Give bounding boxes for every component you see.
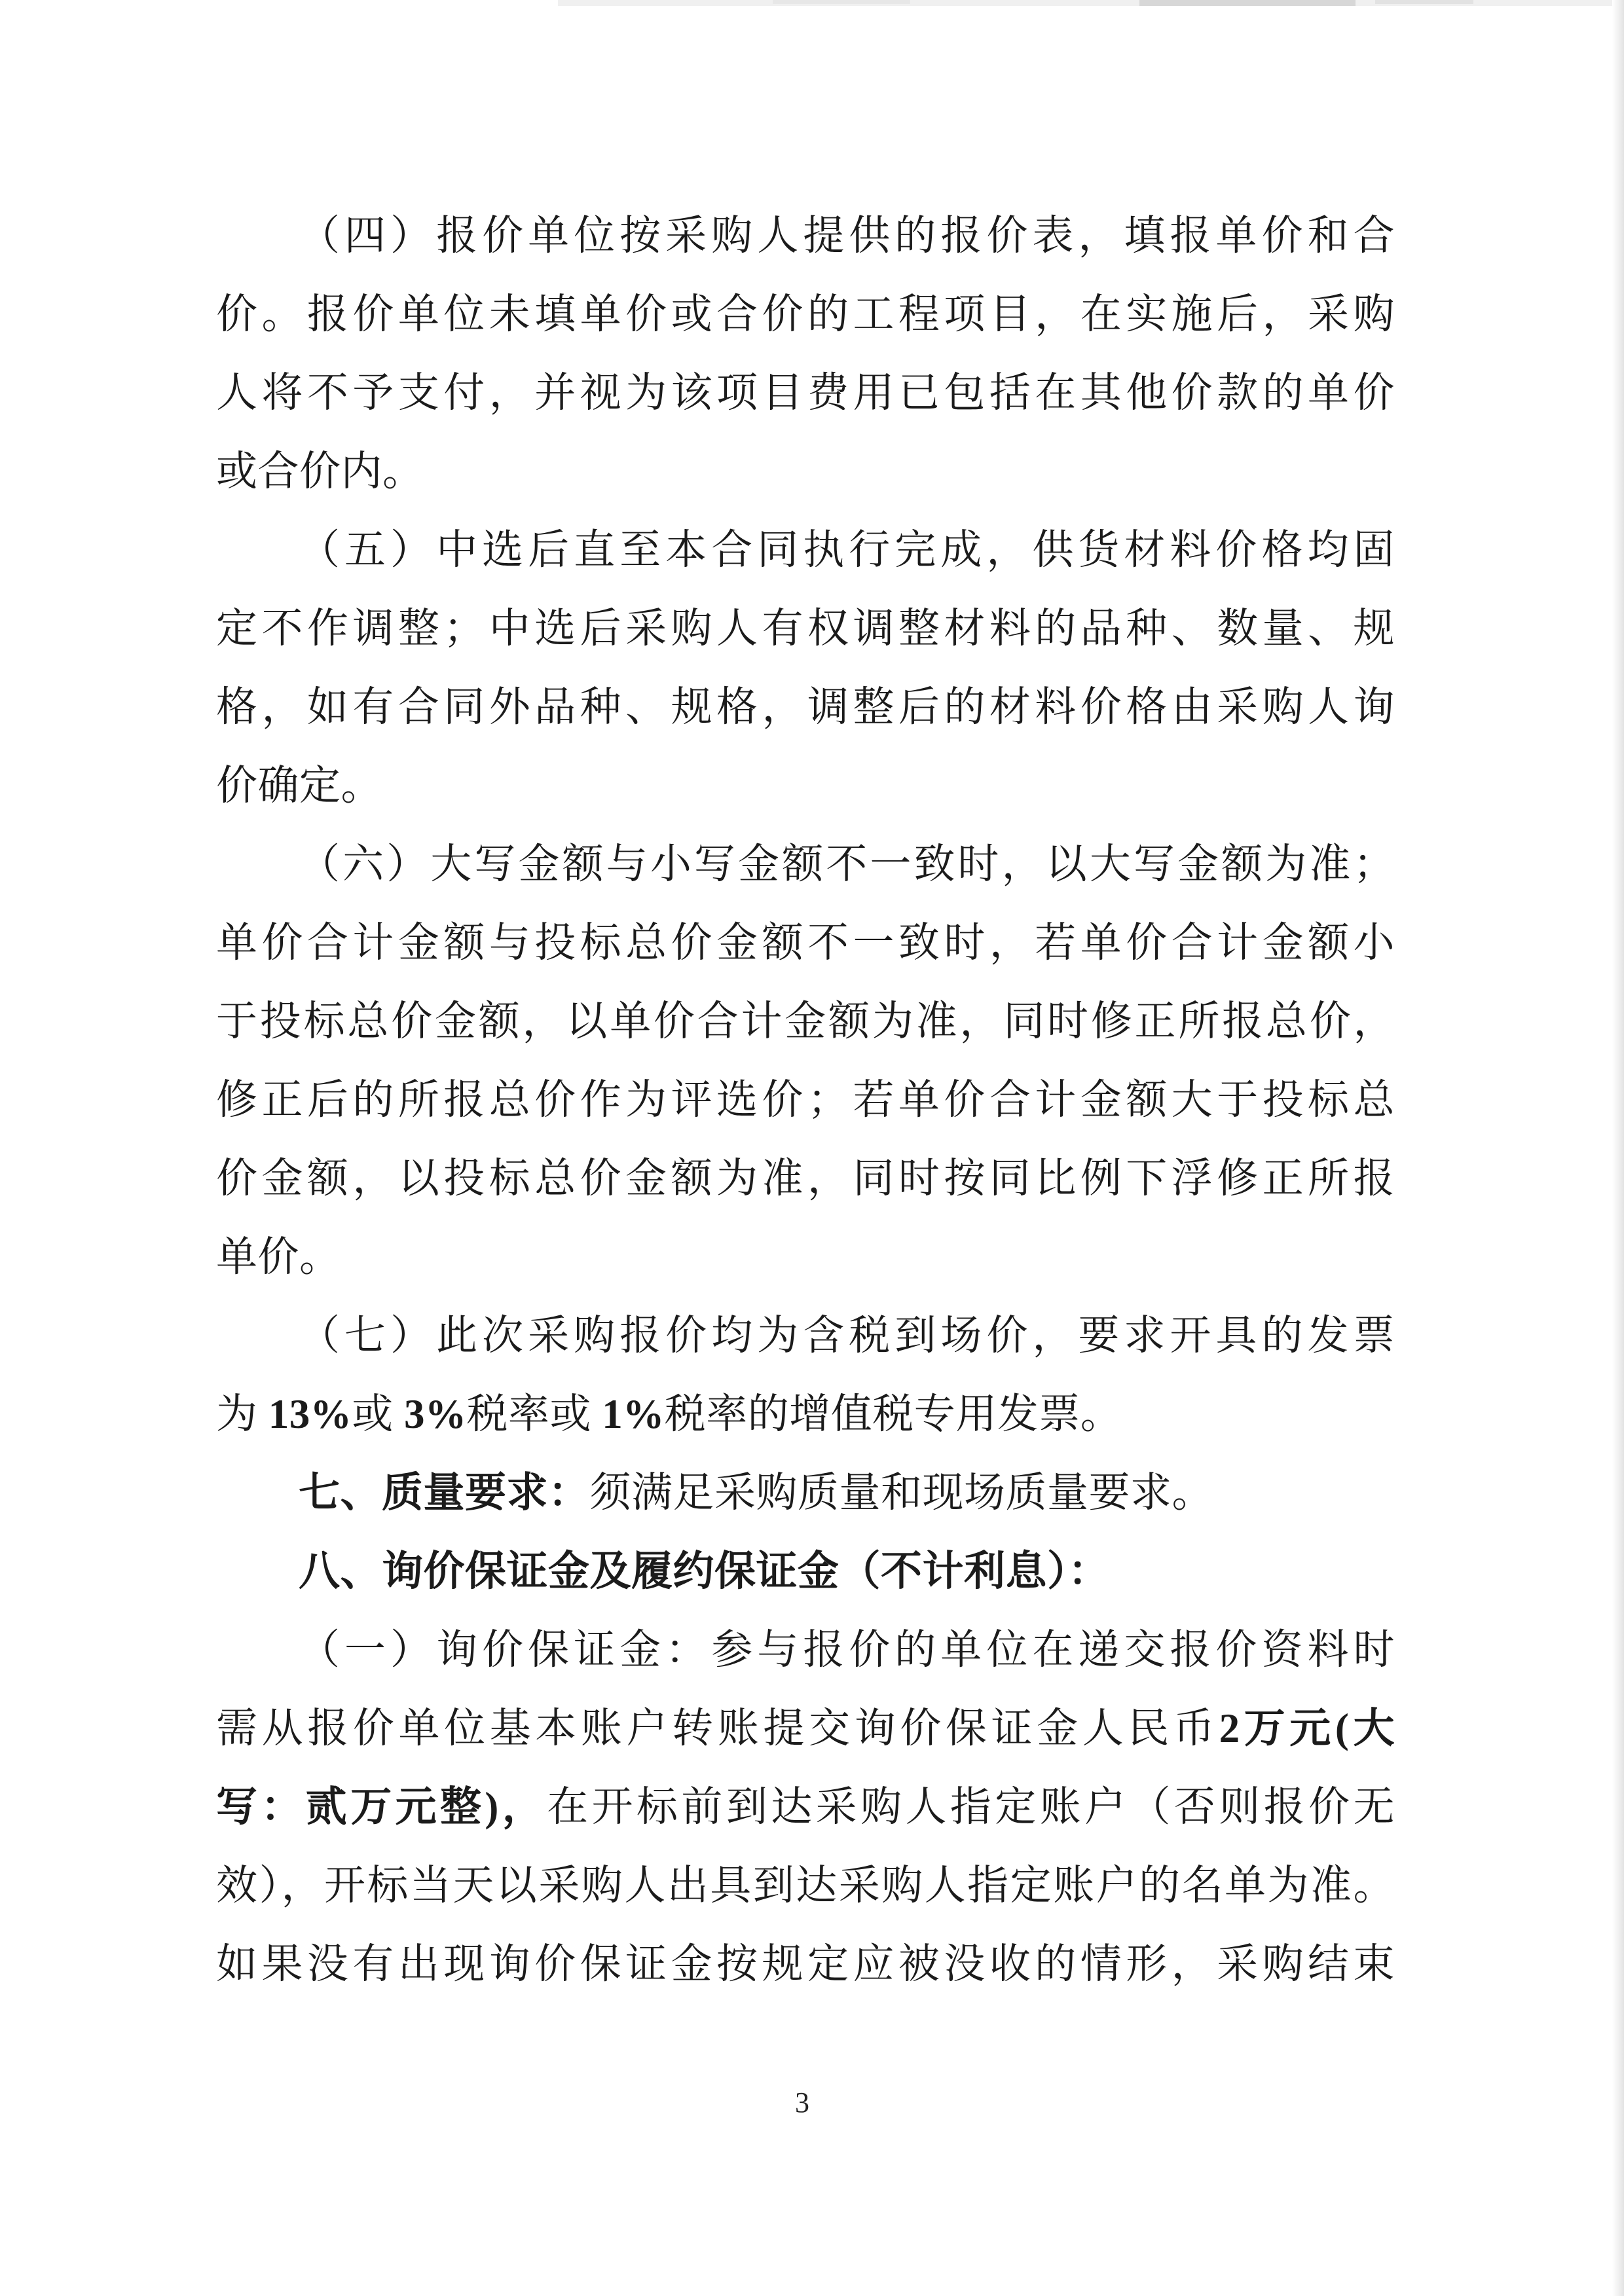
text-segment-bold: 写：贰万元整)， [216,1784,547,1830]
text-segment: 须满足采购质量和现场质量要求。 [589,1470,1213,1516]
text-line-22 [216,1846,1395,1925]
text-line-13 [216,1139,1395,1218]
text-segment: （七）此次采购报价均为含税到场价，要求开具的发票 [299,1313,1395,1358]
text-segment: （一）询价保证金：参与报价的单位在递交报价资料时 [299,1627,1395,1673]
text-line-17 [216,1453,1395,1532]
text-segment: 单价。 [216,1234,341,1280]
scan-artifact-top-dash [1375,0,1473,4]
scan-artifact-top-dash [773,0,910,4]
page-number: 3 [795,2086,809,2119]
text-line-6 [216,589,1395,668]
text-segment: 税率的增值税专用发票。 [664,1391,1122,1437]
text-segment: 税率或 [466,1391,602,1437]
text-segment: 如果没有出现询价保证金按规定应被没收的情形，采购结束 [216,1941,1395,1987]
text-segment-bold: 13% [268,1391,352,1437]
text-line-5 [216,511,1395,589]
text-segment: 为 [216,1391,268,1437]
text-segment: 价金额，以投标总价金额为准，同时按同比例下浮修正所报 [216,1156,1395,1201]
text-line-19 [216,1611,1395,1689]
text-segment: 定不作调整；中选后采购人有权调整材料的品种、数量、规 [216,606,1395,651]
text-segment: 于投标总价金额，以单价合计金额为准，同时修正所报总价， [216,998,1395,1044]
text-segment: 格，如有合同外品种、规格，调整后的材料价格由采购人询 [216,684,1395,730]
text-line-2 [216,275,1395,354]
text-segment: （四）报价单位按采购人提供的报价表，填报单价和合 [299,213,1395,259]
text-line-3 [216,354,1395,432]
text-segment-bold: 1% [602,1391,665,1437]
text-segment: 效），开标当天以采购人出具到达采购人指定账户的名单为准。 [216,1863,1395,1908]
scan-artifact-top-dash [1139,0,1356,6]
text-line-15 [216,1296,1395,1375]
text-line-10 [216,903,1395,982]
text-segment: 或合价内。 [216,448,424,494]
text-line-12 [216,1061,1395,1139]
text-segment: 修正后的所报总价作为评选价；若单价合计金额大于投标总 [216,1077,1395,1123]
text-line-16 [216,1375,1395,1453]
section-heading-deposit: 八、询价保证金及履约保证金（不计利息）： [299,1548,1110,1594]
text-segment: （五）中选后直至本合同执行完成，供货材料价格均固 [299,527,1395,573]
text-line-21 [216,1768,1395,1846]
text-segment: 人将不予支付，并视为该项目费用已包括在其他价款的单价 [216,370,1395,416]
text-line-7 [216,668,1395,746]
body-text [216,196,1395,2003]
text-line-8 [216,746,1395,825]
text-line-20 [216,1689,1395,1768]
text-segment: 价确定。 [216,763,382,809]
text-line-11 [216,982,1395,1061]
section-heading-quality: 七、质量要求： [299,1470,590,1516]
text-segment: （六）大写金额与小写金额不一致时，以大写金额为准； [299,841,1395,887]
text-segment: 或 [352,1391,404,1437]
text-segment-bold: 2万元(大 [1219,1705,1395,1751]
text-line-1 [216,196,1395,275]
text-segment: 价。报价单位未填单价或合价的工程项目，在实施后，采购 [216,291,1395,337]
text-line-18 [216,1532,1395,1611]
text-line-23 [216,1925,1395,2003]
text-line-4 [216,432,1395,511]
text-segment: 在开标前到达采购人指定账户（否则报价无 [547,1784,1395,1830]
text-segment: 单价合计金额与投标总价金额不一致时，若单价合计金额小 [216,920,1395,966]
scan-artifact-right-edge [1612,0,1624,2296]
text-line-9 [216,825,1395,903]
text-segment: 需从报价单位基本账户转账提交询价保证金人民币 [216,1705,1219,1751]
text-segment-bold: 3% [404,1391,467,1437]
text-line-14 [216,1218,1395,1296]
